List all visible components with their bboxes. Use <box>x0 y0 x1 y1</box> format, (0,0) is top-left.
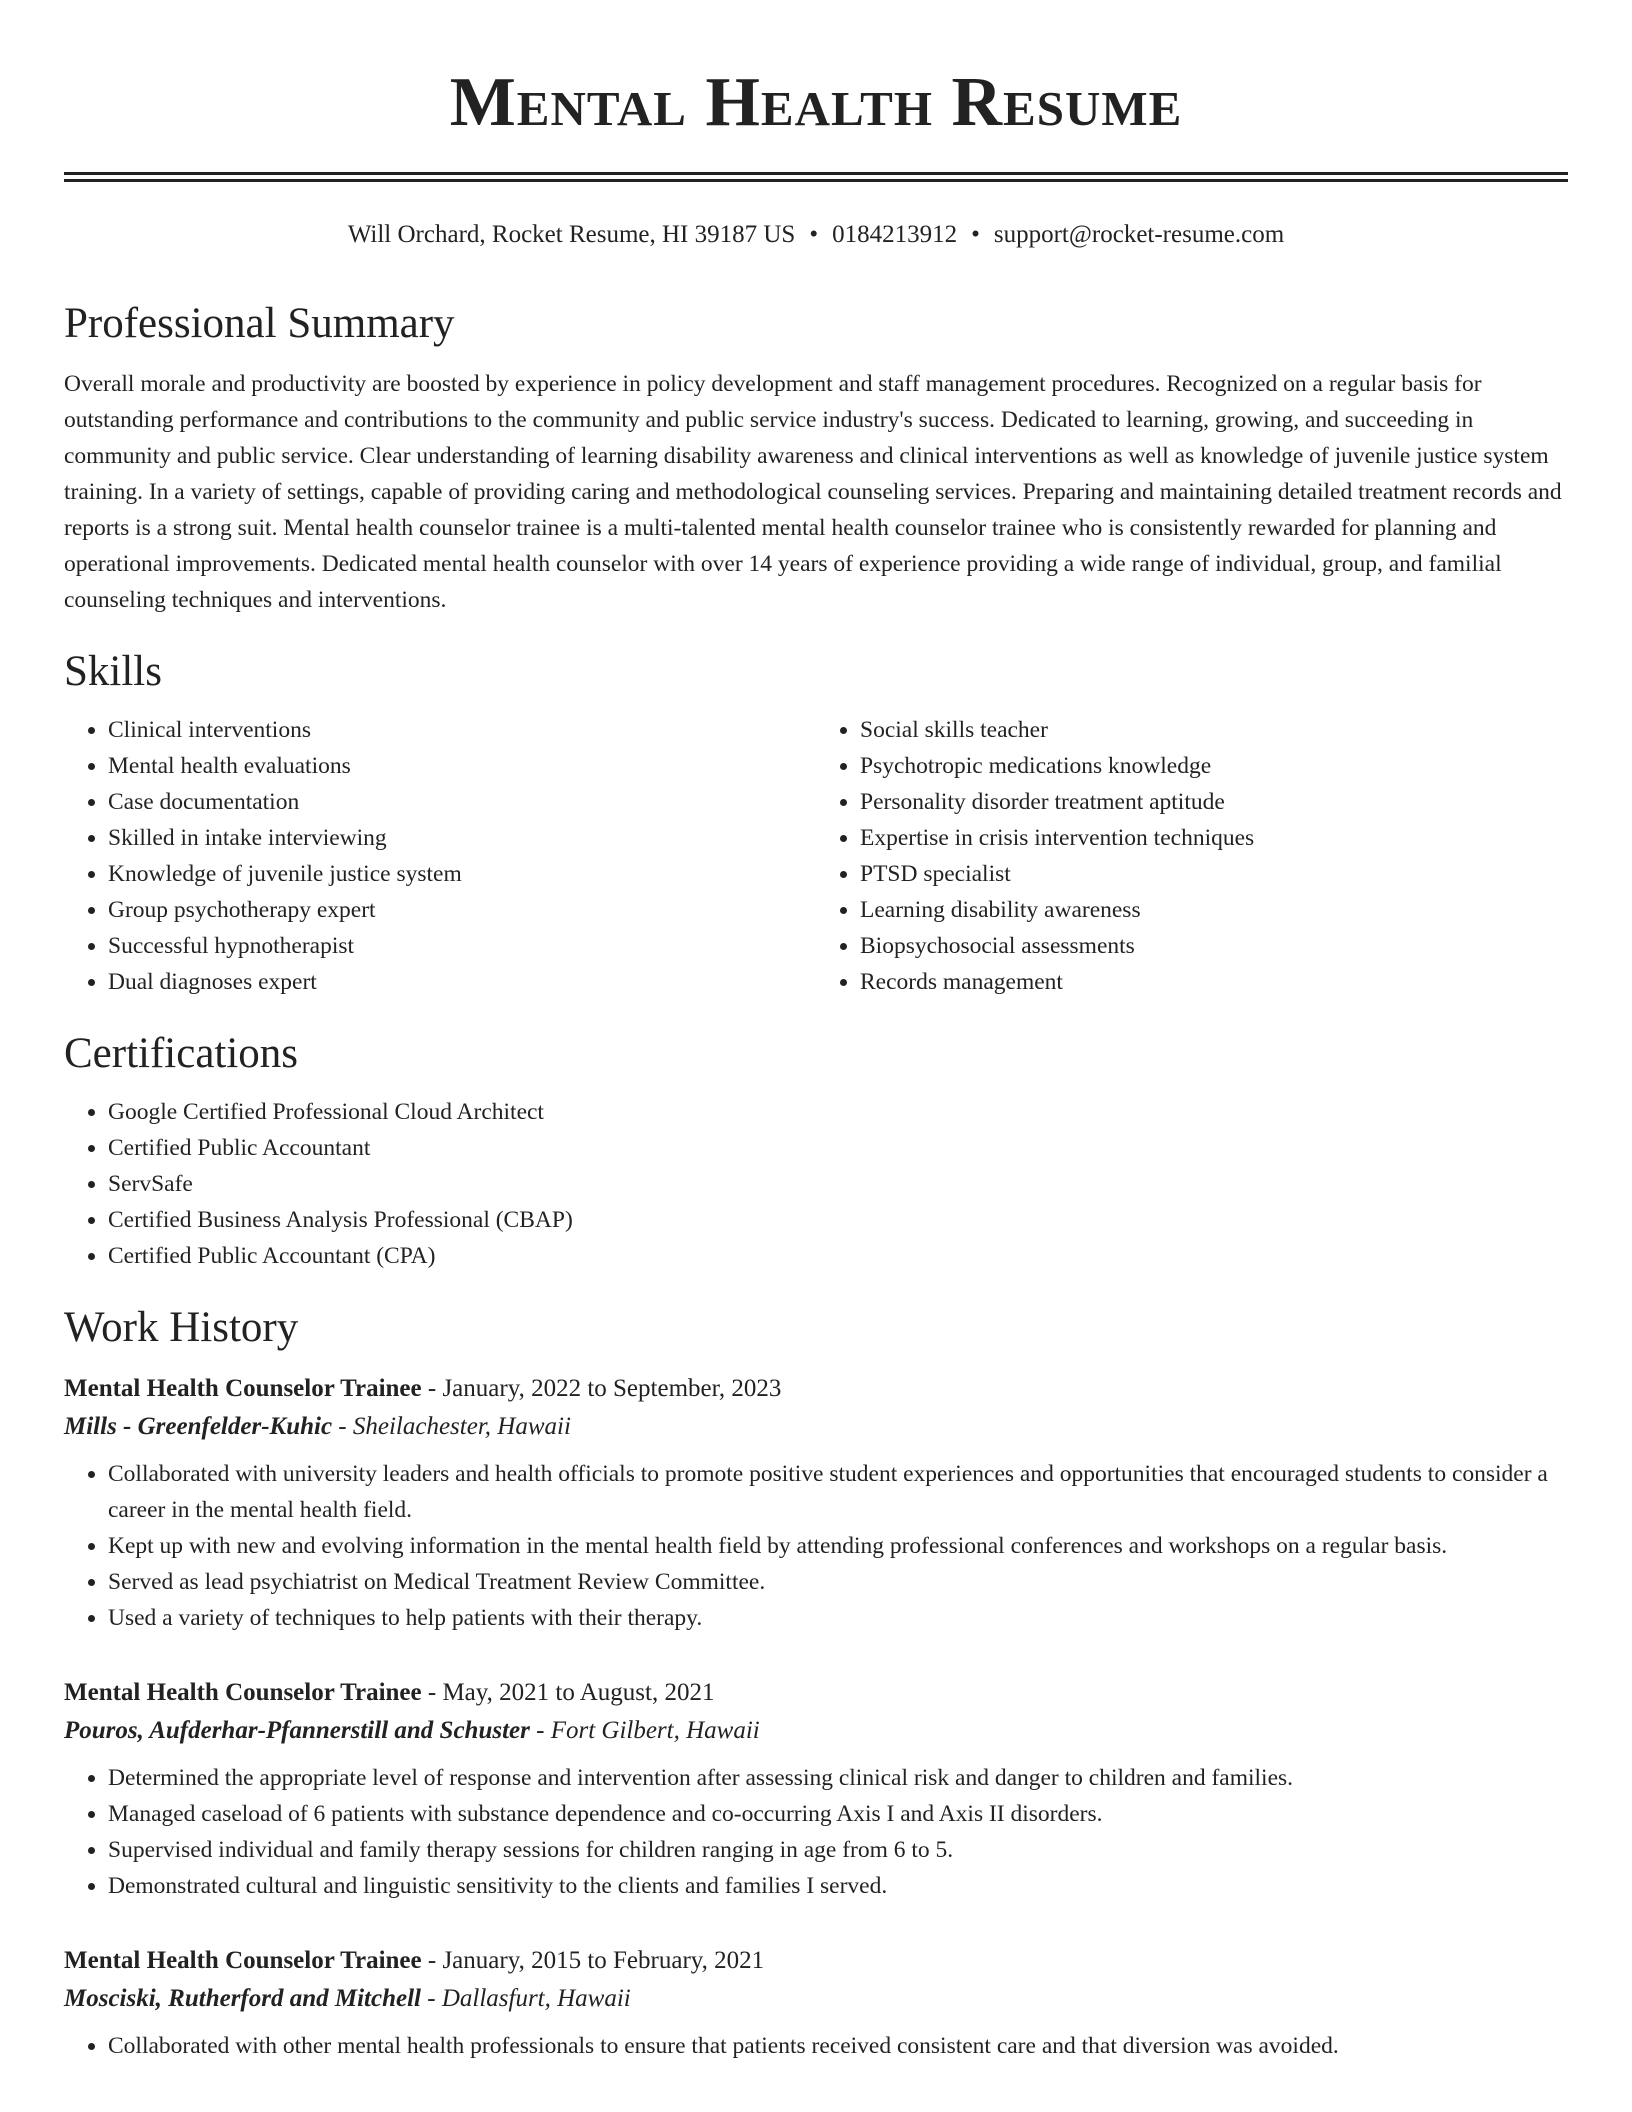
skill-item: • Skilled in intake interviewing <box>108 820 816 856</box>
job-company-line: Pouros, Aufderhar-Pfannerstill and Schuster - Fort Gilbert, Hawaii <box>64 1717 760 1744</box>
job-bullets <box>64 1760 1568 1904</box>
certification-item: • ServSafe <box>108 1166 1568 1202</box>
job-bullet: • Collaborated with other mental health professionals to ensure that patients received consistent care and that diversion was avoided. <box>108 2028 1568 2064</box>
certification-item: • Certified Business Analysis Professional (CBAP) <box>108 1202 1568 1238</box>
skill-item: • Clinical interventions <box>108 712 816 748</box>
skill-item: • Group psychotherapy expert <box>108 892 816 928</box>
job-entry <box>64 1942 1568 2064</box>
job-company: Pouros, Aufderhar-Pfannerstill and Schuster <box>64 1717 530 1744</box>
certification-item: • Google Certified Professional Cloud Architect <box>108 1094 1568 1130</box>
certification-item: • Certified Public Accountant (CPA) <box>108 1238 1568 1274</box>
job-title-line: Mental Health Counselor Trainee - January, 2022 to September, 2023 <box>64 1375 782 1402</box>
skill-item: • PTSD specialist <box>860 856 1568 892</box>
contact-separator: • <box>971 221 980 248</box>
job-title-line: Mental Health Counselor Trainee - May, 2021 to August, 2021 <box>64 1679 715 1706</box>
contact-line <box>64 218 1568 252</box>
skills-columns <box>64 712 1568 1000</box>
job-bullet: • Kept up with new and evolving information in the mental health field by attending professional conferences and workshops on a regular basis. <box>108 1528 1568 1564</box>
title-divider <box>64 172 1568 182</box>
skills-heading: Skills <box>64 648 162 695</box>
job-title: Mental Health Counselor Trainee <box>64 1947 422 1974</box>
job-dates: January, 2015 to February, 2021 <box>442 1947 765 1974</box>
resume-title: Mental Health Resume <box>449 64 1183 141</box>
skill-item: • Dual diagnoses expert <box>108 964 816 1000</box>
job-location: Dallasfurt, Hawaii <box>441 1985 631 2012</box>
job-company: Mosciski, Rutherford and Mitchell <box>64 1985 421 2012</box>
certifications-list <box>64 1094 1568 1274</box>
job-entry <box>64 1674 1568 1904</box>
job-title: Mental Health Counselor Trainee <box>64 1679 422 1706</box>
job-bullet: • Used a variety of techniques to help patients with their therapy. <box>108 1600 1568 1636</box>
skill-item: • Biopsychosocial assessments <box>860 928 1568 964</box>
skill-item: • Social skills teacher <box>860 712 1568 748</box>
contact-address: Will Orchard, Rocket Resume, HI 39187 US <box>347 221 796 248</box>
job-bullets <box>64 2028 1568 2064</box>
job-bullet: • Served as lead psychiatrist on Medical Treatment Review Committee. <box>108 1564 1568 1600</box>
skill-item: • Case documentation <box>108 784 816 820</box>
contact-separator: • <box>809 221 819 248</box>
summary-heading: Professional Summary <box>64 300 455 347</box>
summary-text: Overall morale and productivity are boosted by experience in policy development and staff management procedures. Recognized on a regular basis for outstanding performance and contributions to the community and public service industry's success. Dedicated to learning, growing, and succeeding in community and public service. Clear understanding of learning disability awareness and clinical interventions as well as knowledge of juvenile justice system training. In a variety of settings, capable of providing caring and methodological counseling services. Preparing and maintaining detailed treatment records and reports is a strong suit. Mental health counselor trainee is a multi-talented mental health counselor trainee who is consistently rewarded for planning and operational improvements. Dedicated mental health counselor with over 14 years of experience providing a wide range of individual, group, and familial counseling techniques and interventions. <box>64 371 1562 613</box>
job-location: Sheilachester, Hawaii <box>352 1413 571 1440</box>
job-bullet: • Managed caseload of 6 patients with substance dependence and co-occurring Axis I and Axis II disorders. <box>108 1796 1568 1832</box>
job-company: Mills - Greenfelder-Kuhic <box>64 1413 333 1440</box>
skill-item: • Learning disability awareness <box>860 892 1568 928</box>
skill-item: • Mental health evaluations <box>108 748 816 784</box>
job-bullet: • Determined the appropriate level of response and intervention after assessing clinical risk and danger to children and families. <box>108 1760 1568 1796</box>
skills-list-right <box>816 712 1568 1000</box>
skill-item: • Psychotropic medications knowledge <box>860 748 1568 784</box>
job-title-line: Mental Health Counselor Trainee - January, 2015 to February, 2021 <box>64 1947 765 1974</box>
job-company-line: Mills - Greenfelder-Kuhic - Sheilachester, Hawaii <box>64 1413 571 1440</box>
job-entry <box>64 1370 1568 1636</box>
skill-item: • Successful hypnotherapist <box>108 928 816 964</box>
job-location: Fort Gilbert, Hawaii <box>550 1717 760 1744</box>
job-company-line: Mosciski, Rutherford and Mitchell - Dallasfurt, Hawaii <box>64 1985 631 2012</box>
contact-email: support@rocket-resume.com <box>993 221 1285 248</box>
certification-item: • Certified Public Accountant <box>108 1130 1568 1166</box>
certifications-heading: Certifications <box>64 1030 299 1077</box>
skill-item: • Expertise in crisis intervention techniques <box>860 820 1568 856</box>
job-dates: May, 2021 to August, 2021 <box>442 1679 715 1706</box>
skill-item: • Personality disorder treatment aptitude <box>860 784 1568 820</box>
skills-list-left <box>64 712 816 1000</box>
skill-item: • Knowledge of juvenile justice system <box>108 856 816 892</box>
job-dates: January, 2022 to September, 2023 <box>442 1375 782 1402</box>
work-history-heading: Work History <box>64 1304 299 1351</box>
skill-item: • Records management <box>860 964 1568 1000</box>
job-bullet: • Supervised individual and family therapy sessions for children ranging in age from 6 to 5. <box>108 1832 1568 1868</box>
job-bullet: • Collaborated with university leaders and health officials to promote positive student experiences and opportunities that encouraged students to consider a career in the mental health field. <box>108 1456 1568 1528</box>
job-bullet: • Demonstrated cultural and linguistic sensitivity to the clients and families I served. <box>108 1868 1568 1904</box>
job-title: Mental Health Counselor Trainee <box>64 1375 422 1402</box>
contact-phone: 0184213912 <box>832 221 958 248</box>
job-bullets <box>64 1456 1568 1636</box>
